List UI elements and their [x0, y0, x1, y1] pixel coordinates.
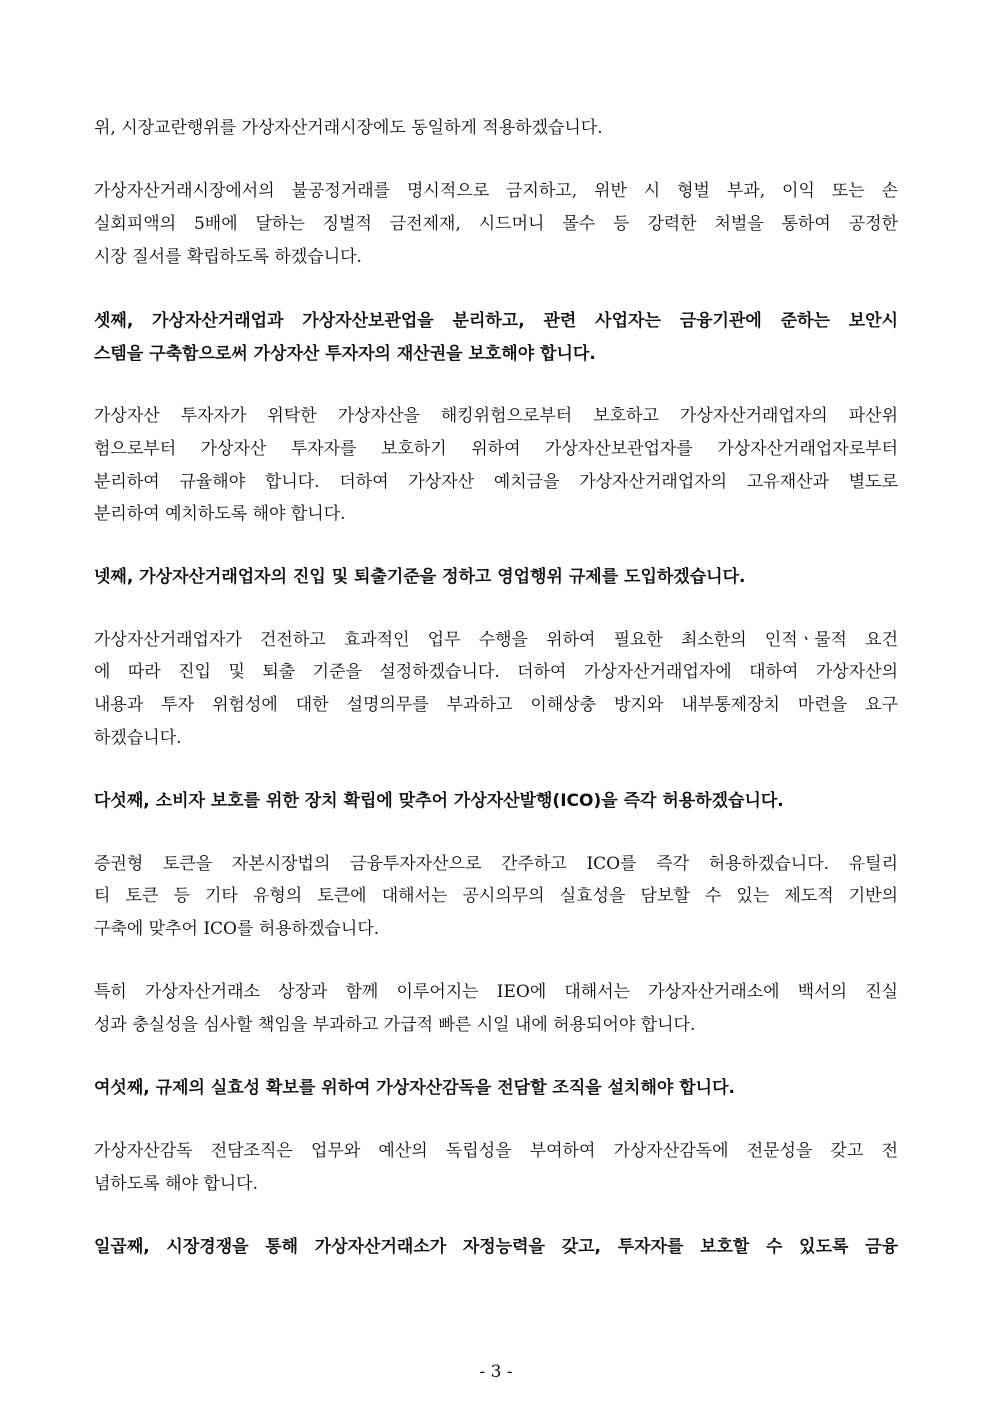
text-line: 성과 충실성을 심사할 책임을 부과하고 가급적 빠른 시일 내에 허용되어야 합니다. — [94, 1015, 696, 1035]
section-heading: 셋째, 가상자산거래업과 가상자산보관업을 분리하고, 관련 사업자는 금융기관에 준하는 보안시 — [94, 311, 898, 331]
section-heading: 다섯째, 소비자 보호를 위한 장치 확립에 맞추어 가상자산발행(ICO)을 즉각 허용하겠습니다. — [94, 791, 784, 811]
text-line: 구축에 맞추어 ICO를 허용하겠습니다. — [94, 919, 380, 939]
text-line: 가상자산 투자자가 위탁한 가상자산을 해킹위험으로부터 보호하고 가상자산거래업자의 파산위 — [94, 406, 898, 426]
text-line: 시장 질서를 확립하도록 하겠습니다. — [94, 247, 362, 267]
text-line: 념하도록 해야 합니다. — [94, 1174, 259, 1194]
text-line: 분리하여 예치하도록 해야 합니다. — [94, 504, 346, 524]
section-heading: 스템을 구축함으로써 가상자산 투자자의 재산권을 보호해야 합니다. — [94, 344, 596, 364]
page-number: - 3 - — [479, 1362, 513, 1382]
section-heading: 일곱째, 시장경쟁을 통해 가상자산거래소가 자정능력을 갖고, 투자자를 보호할 수 있도록 금융 — [94, 1237, 898, 1257]
section-heading: 넷째, 가상자산거래업자의 진입 및 퇴출기준을 정하고 영업행위 규제를 도입하겠습니다. — [94, 567, 746, 587]
text-line: 가상자산거래시장에서의 불공정거래를 명시적으로 금지하고, 위반 시 형벌 부과, 이익 또는 손 — [94, 181, 898, 201]
text-line: 에 따라 진입 및 퇴출 기준을 설정하겠습니다. 더하여 가상자산거래업자에 대하여 가상자산의 — [94, 662, 898, 682]
text-line: 가상자산거래업자가 건전하고 효과적인 업무 수행을 위하여 필요한 최소한의 인적ㆍ물적 요건 — [94, 630, 898, 650]
text-line: 내용과 투자 위험성에 대한 설명의무를 부과하고 이해상충 방지와 내부통제장치 마련을 요구 — [94, 695, 898, 715]
text-line: 실회피액의 5배에 달하는 징벌적 금전제재, 시드머니 몰수 등 강력한 처벌을 통하여 공정한 — [94, 214, 898, 234]
text-line: 험으로부터 가상자산 투자자를 보호하기 위하여 가상자산보관업자를 가상자산거래업자로부터 — [94, 439, 898, 459]
text-line: 특히 가상자산거래소 상장과 함께 이루어지는 IEO에 대해서는 가상자산거래소에 백서의 진실 — [94, 982, 898, 1002]
text-line: 가상자산감독 전담조직은 업무와 예산의 독립성을 부여하여 가상자산감독에 전문성을 갖고 전 — [94, 1141, 898, 1161]
text-line: 증권형 토큰을 자본시장법의 금융투자자산으로 간주하고 ICO를 즉각 허용하겠습니다. 유틸리 — [94, 854, 898, 874]
text-line: 분리하여 규율해야 합니다. 더하여 가상자산 예치금을 가상자산거래업자의 고유재산과 별도로 — [94, 472, 898, 492]
text-line: 티 토큰 등 기타 유형의 토큰에 대해서는 공시의무의 실효성을 담보할 수 있는 제도적 기반의 — [94, 886, 898, 906]
text-line: 하겠습니다. — [94, 728, 182, 748]
section-heading: 여섯째, 규제의 실효성 확보를 위하여 가상자산감독을 전담할 조직을 설치해야 합니다. — [94, 1078, 735, 1098]
text-line: 위, 시장교란행위를 가상자산거래시장에도 동일하게 적용하겠습니다. — [94, 118, 603, 138]
